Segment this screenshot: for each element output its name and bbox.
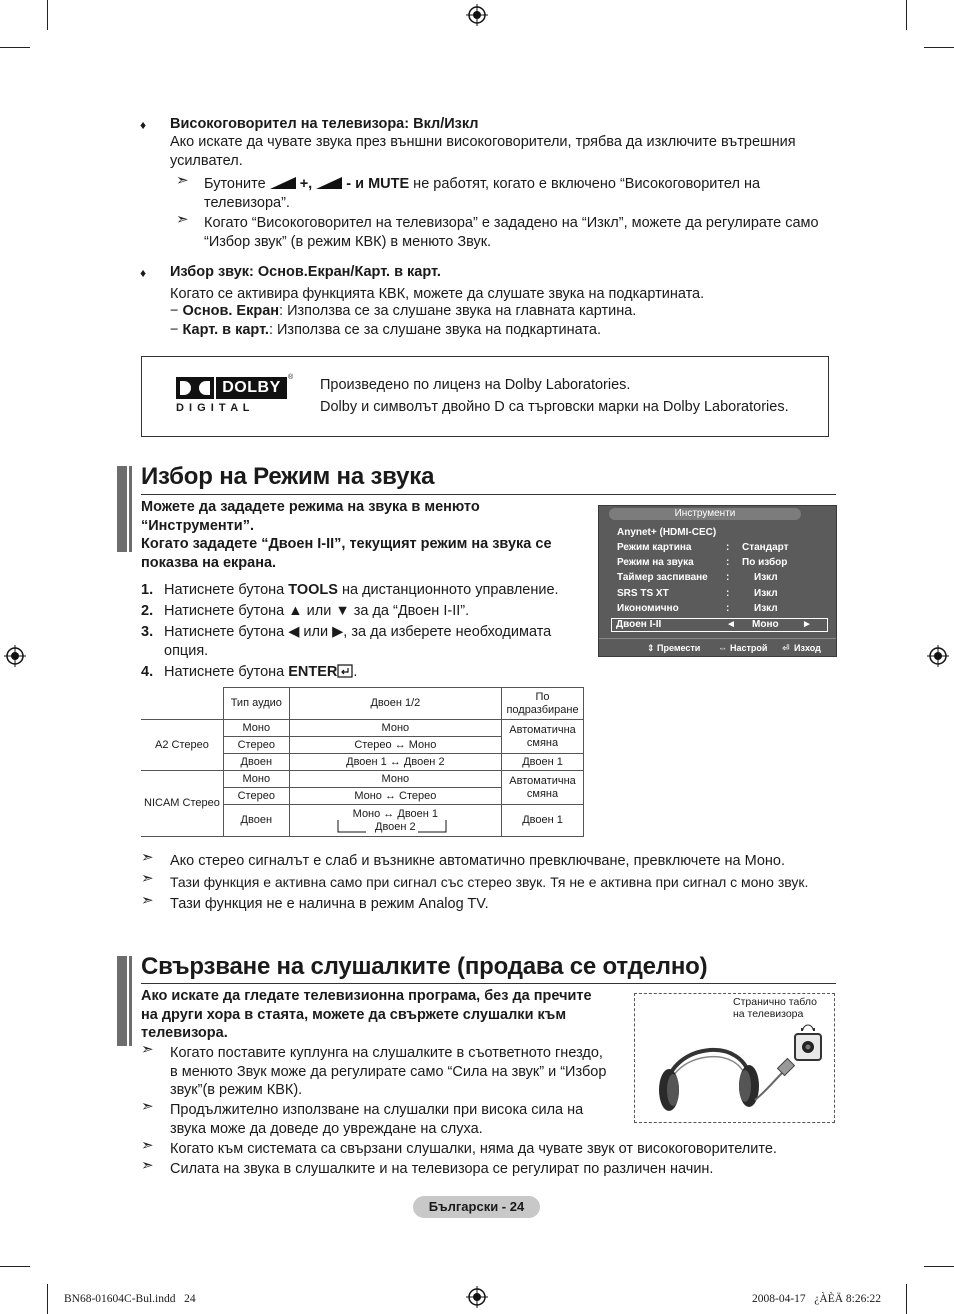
- table-header: Тип аудио: [223, 688, 289, 720]
- crop-mark: [0, 1266, 30, 1267]
- speaker-note-2-line: “Избор звук” (в режим КВК) в менюто Звук.: [204, 233, 492, 250]
- step-number: 3.: [141, 624, 154, 640]
- intro-line: Ако искате да гледате телевизионна програма, без да пречите: [141, 988, 592, 1004]
- intro-line: на други хора в стаята, можете да свържете слушалки към: [141, 1006, 567, 1023]
- table-cell: Моно: [223, 771, 289, 788]
- speaker-desc-line: Ако искате да чувате звука през външни високоговорители, трябва да изключите вътрешния: [170, 134, 796, 150]
- note-arrow-icon: ➣: [141, 870, 154, 887]
- section1-note: Тази функция не е налична в режим Analog TV.: [170, 896, 489, 912]
- section2-note: Когато към системата са свързани слушалки, няма да чувате звук от високоговорителите.: [170, 1141, 777, 1157]
- tools-label: TOOLS: [288, 582, 338, 598]
- section2-note: [170, 1101, 640, 1138]
- note-text: +,: [295, 176, 317, 192]
- section-marker: [129, 956, 132, 1046]
- osd-footer: [599, 638, 836, 657]
- page-number-badge: Български - 24: [413, 1196, 540, 1218]
- section2-intro: [141, 987, 621, 1043]
- osd-footer-exit: Изход: [794, 643, 821, 653]
- note-arrow-icon: ➣: [141, 1098, 154, 1115]
- speaker-title: Високоговорител на телевизора: Вкл/Изкл: [170, 116, 479, 132]
- audio-mode-table: [141, 687, 584, 837]
- table-cell: Двоен 1: [502, 805, 584, 837]
- step-part: на дистанционното управление.: [337, 582, 559, 598]
- table-header: Двоен 1/2: [289, 688, 501, 720]
- figure-caption-line: Странично табло: [733, 996, 817, 1008]
- note-text: не работят, когато е включено “Високоговорител на: [409, 176, 761, 192]
- table-cell-line: Автоматична: [509, 774, 576, 787]
- note-text: Бутоните: [204, 176, 270, 192]
- table-header-line: подразбиране: [506, 703, 579, 716]
- step-number: 1.: [141, 582, 154, 598]
- note-line: Продължително използване на слушалки при висока сила на: [170, 1102, 584, 1118]
- table-header: [502, 688, 584, 720]
- table-row-label: A2 Стерео: [141, 720, 223, 771]
- speaker-desc: [170, 133, 850, 170]
- osd-row-sep: :: [726, 572, 730, 583]
- table-cell: Моно ↔ Стерео: [289, 788, 501, 805]
- section-marker: [117, 956, 127, 1046]
- crop-mark: [924, 47, 954, 48]
- table-cell: Двоен: [223, 754, 289, 771]
- osd-row-value: Изкл: [754, 603, 778, 614]
- osd-selected-label: Двоен I-II: [616, 619, 662, 630]
- speaker-note-1-line: [204, 175, 844, 194]
- item-text: : Използва се за слушане звука на подкартината.: [268, 322, 601, 338]
- table-cell: Моно: [289, 771, 501, 788]
- osd-row-label: Режим на звука: [617, 557, 694, 568]
- step-number: 4.: [141, 664, 154, 680]
- dolby-word: DOLBY: [216, 377, 287, 399]
- speaker-note-2-line: Когато “Високоговорител на телевизора” е зададено на “Изкл”, можете да регулирате само: [204, 215, 819, 231]
- osd-left-arrow-icon[interactable]: ◄: [726, 619, 736, 630]
- table-cell: Стерео: [223, 788, 289, 805]
- dolby-digital-word: D I G I T A L: [176, 402, 251, 414]
- osd-row-label: Режим картина: [617, 542, 692, 553]
- osd-row-value: Стандарт: [742, 542, 789, 553]
- crop-mark: [47, 0, 48, 30]
- table-cell: Двоен: [223, 805, 289, 837]
- table-cell-line: Моно ↔ Двоен 1: [352, 807, 439, 820]
- section-title: Избор на Режим на звука: [141, 463, 435, 490]
- dolby-line: Dolby и символът двойно D са търговски марки на Dolby Laboratories.: [320, 399, 789, 415]
- tools-osd-menu: [598, 505, 837, 657]
- table-cell-line: смяна: [526, 736, 559, 749]
- osd-row: [617, 526, 828, 540]
- item-bold: Карт. в карт.: [182, 322, 269, 338]
- table-cell: Стерео: [223, 737, 289, 754]
- item-bold: Основ. Екран: [182, 303, 280, 319]
- dolby-logo: [176, 374, 294, 415]
- table-corner: [141, 688, 223, 720]
- table-cell-line: Автоматична: [509, 723, 576, 736]
- section1-intro: [141, 498, 581, 572]
- speaker-note-1: [204, 175, 844, 212]
- section-marker: [129, 466, 132, 552]
- osd-exit-icon: ⏎: [782, 643, 790, 653]
- osd-row: [617, 541, 828, 555]
- crop-mark: [47, 1284, 48, 1314]
- step-line: Натиснете бутона ◀ или ▶, за да изберете необходимата: [164, 624, 552, 640]
- dolby-line: Произведено по лиценз на Dolby Laboratories.: [320, 377, 631, 393]
- osd-row-sep: :: [726, 603, 730, 614]
- crop-mark: [906, 0, 907, 30]
- osd-title-bar: Инструменти: [609, 508, 801, 520]
- osd-row-label: Таймер заспиване: [617, 572, 708, 583]
- table-cell: [502, 720, 584, 754]
- osd-row-sep: :: [726, 588, 730, 599]
- crop-mark: [0, 47, 30, 48]
- headphones-icon: [655, 1022, 825, 1118]
- speaker-note-2: [204, 214, 844, 251]
- osd-row-value: Изкл: [754, 572, 778, 583]
- osd-row: [617, 587, 828, 601]
- section2-note: [170, 1044, 640, 1100]
- intro-line: Когато зададете “Двоен I-II”, текущият режим на звука се: [141, 536, 552, 552]
- sound-select-item: − Карт. в карт.: Използва се за слушане звука на подкартината.: [170, 322, 601, 338]
- osd-selected-value: Моно: [752, 619, 779, 630]
- osd-row: [617, 571, 828, 585]
- sound-select-item: − Основ. Екран: Използва се за слушане звука на главната картина.: [170, 303, 637, 319]
- registration-mark-icon: [466, 4, 488, 26]
- osd-row-label: Anynet+ (HDMI-CEC): [617, 527, 717, 538]
- mute-label: MUTE: [368, 176, 410, 192]
- figure-caption-line: на телевизора: [733, 1008, 804, 1020]
- osd-row: [617, 556, 828, 570]
- osd-row: [617, 602, 828, 616]
- section-divider: [141, 983, 836, 984]
- note-arrow-icon: ➣: [141, 849, 154, 866]
- section-marker: [117, 466, 127, 552]
- speaker-desc-line: усилвател.: [170, 152, 243, 169]
- registration-mark-icon: [927, 645, 949, 667]
- item-text: : Използва се за слушане звука на главната картина.: [279, 303, 637, 319]
- osd-adjust-icon: ⇔: [718, 643, 727, 653]
- step-text: [164, 581, 559, 600]
- step-number: 2.: [141, 603, 154, 619]
- osd-footer-adjust: Настрой: [730, 643, 768, 653]
- table-cell: Двоен 1: [502, 754, 584, 771]
- footer-file-info: BN68-01604C-Bul.indd 24: [64, 1293, 196, 1305]
- table-cell: Стерео ↔ Моно: [289, 737, 501, 754]
- step-line: опция.: [164, 642, 209, 659]
- step-part: Натиснете бутона: [164, 582, 289, 598]
- table-cell: [502, 771, 584, 805]
- speaker-note-1-line: телевизора”.: [204, 194, 290, 211]
- enter-label: ENTER: [288, 664, 338, 680]
- note-arrow-icon: ➣: [176, 172, 189, 189]
- sound-select-title: Избор звук: Основ.Екран/Карт. в карт.: [170, 264, 441, 280]
- footer-timestamp: 2008-04-17 ¿ÀÈÄ 8:26:22: [752, 1293, 882, 1305]
- table-cell: Моно: [289, 720, 501, 737]
- double-d-icon: [176, 377, 214, 399]
- registration-mark-icon: [4, 645, 26, 667]
- bullet-icon: ♦: [140, 266, 147, 280]
- osd-row-value: По избор: [742, 557, 788, 568]
- osd-selected-row[interactable]: [611, 618, 828, 632]
- figure-caption: [733, 996, 833, 1020]
- osd-footer-move: Премести: [657, 643, 701, 653]
- table-cell-line: смяна: [526, 787, 559, 800]
- osd-row-label: SRS TS XT: [617, 588, 669, 599]
- enter-icon: [337, 664, 353, 678]
- osd-move-icon: ⇕: [647, 643, 655, 653]
- osd-row-sep: :: [726, 557, 730, 568]
- note-line: в менюто Звук може да регулирате само “Сила на звук” и “Избор: [170, 1063, 607, 1080]
- step-text: [164, 663, 357, 682]
- section-divider: [141, 494, 836, 495]
- table-cell: Двоен 1 ↔ Двоен 2: [289, 754, 501, 771]
- headphone-figure: [634, 993, 835, 1123]
- step-part: Натиснете бутона: [164, 664, 289, 680]
- note-text: - и: [342, 176, 369, 192]
- osd-row-value: Изкл: [754, 588, 778, 599]
- intro-line: Можете да зададете режима на звука в менюто: [141, 499, 480, 515]
- osd-row-label: Икономично: [617, 603, 679, 614]
- step-part: .: [353, 664, 358, 680]
- intro-line: “Инструменти”.: [141, 517, 254, 534]
- bullet-icon: ♦: [140, 118, 147, 132]
- note-arrow-icon: ➣: [176, 211, 189, 228]
- volume-down-icon: [316, 177, 342, 189]
- note-arrow-icon: ➣: [141, 892, 154, 909]
- cycle-bracket-icon: [337, 820, 447, 834]
- section2-note: Силата на звука в слушалките и на телевизора се регулират по различен начин.: [170, 1161, 714, 1177]
- note-arrow-icon: ➣: [141, 1157, 154, 1174]
- table-cell-line: Двоен 2: [375, 820, 416, 833]
- table-row-label: NICAM Стерео: [141, 771, 223, 837]
- intro-line: телевизора.: [141, 1025, 228, 1041]
- table-cell: Моно: [223, 720, 289, 737]
- step-text: [164, 623, 551, 660]
- note-line: Когато поставите куплунга на слушалките в съответното гнездо,: [170, 1045, 603, 1061]
- section-title: Свързване на слушалките (продава се отделно): [141, 953, 708, 980]
- registration-mark-icon: [466, 1286, 488, 1308]
- note-line: звук”(в режим КВК).: [170, 1082, 303, 1098]
- osd-row-sep: :: [726, 542, 730, 553]
- section1-note: Тази функция е активна само при сигнал със стерео звук. Тя не е активна при сигнал с моно звук.: [170, 874, 809, 890]
- table-header-line: По: [535, 690, 550, 703]
- crop-mark: [924, 1266, 954, 1267]
- note-arrow-icon: ➣: [141, 1041, 154, 1058]
- dolby-notice-box: [141, 356, 829, 437]
- step-text: Натиснете бутона ▲ или ▼ за да “Двоен I-II”.: [164, 603, 470, 619]
- note-line: звука може да доведе до увреждане на слуха.: [170, 1120, 483, 1137]
- table-cell: [289, 805, 501, 837]
- crop-mark: [906, 1284, 907, 1314]
- osd-right-arrow-icon[interactable]: ►: [802, 619, 812, 630]
- intro-line: показва на екрана.: [141, 554, 277, 571]
- volume-up-icon: [270, 177, 296, 189]
- sound-select-desc: Когато се активира функцията КВК, можете да слушате звука на подкартината.: [170, 286, 705, 302]
- dolby-registered: ®: [288, 374, 294, 381]
- note-arrow-icon: ➣: [141, 1137, 154, 1154]
- section1-note: Ако стерео сигналът е слаб и възникне автоматично превключване, превключете на Моно.: [170, 853, 786, 869]
